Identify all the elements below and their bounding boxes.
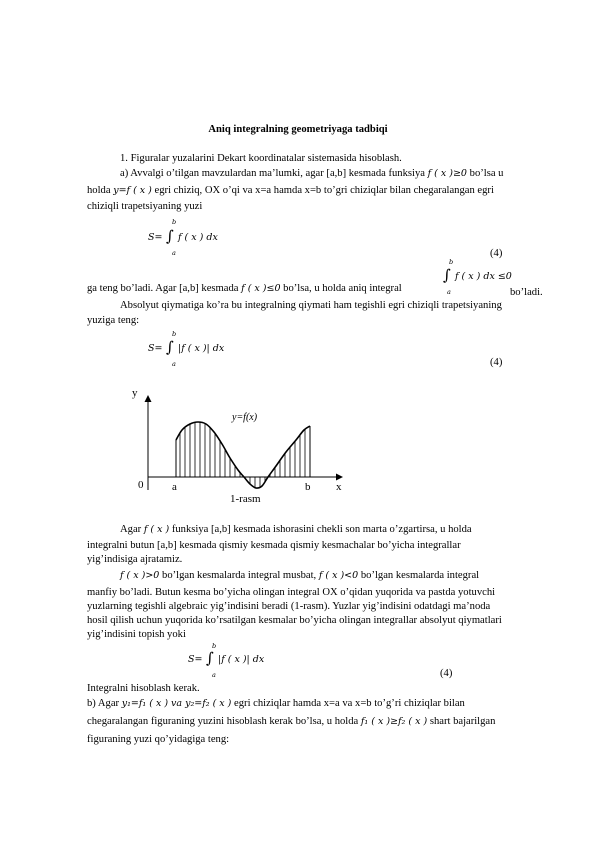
integral-sign: ∫ — [166, 227, 174, 245]
para-b-line2 — [87, 715, 509, 729]
integral-sign: ∫ — [206, 649, 214, 667]
lhs: S= — [148, 343, 163, 354]
upper-limit: b — [172, 330, 177, 338]
equation-number: (4) — [490, 248, 503, 259]
para-agar-line1 — [120, 523, 509, 537]
equation-1 — [148, 218, 248, 262]
formula-inline: y₁=f₁ ( x ) va y₂=f₂ ( x ) — [121, 698, 232, 709]
formula-inline: f ( x )≥0 — [427, 168, 467, 179]
para-b-line1 — [87, 697, 509, 711]
para-absolyut-line1: Absolyut qiymatiga ko’ra bu integralning qiymati ham tegishli egri chiziqli trapetsiyaning — [120, 300, 502, 311]
upper-limit: b — [172, 218, 177, 226]
lower-limit: a — [212, 671, 216, 679]
text-run: bo’ladi. — [510, 287, 543, 298]
figure-integral-graph — [110, 378, 370, 513]
text-run: b) Agar — [87, 698, 120, 709]
para-agar-line2: integralni butun [a,b] kesmada qismiy kesmada qismiy kesmachalar bo’yicha integrallar — [87, 540, 461, 551]
formula-inline: f ( x )<0 — [318, 570, 359, 581]
lhs: S= — [188, 654, 203, 665]
x-axis-label: x — [336, 481, 342, 493]
para-fx-line4: hosil qilish uchun yuqorida ko’rsatilgan kesmalar bo’yicha olingan integrallar absolyut qiymatlari — [87, 615, 502, 626]
b-label: b — [305, 481, 311, 493]
formula-inline: y=f ( x ) — [113, 185, 152, 196]
para-fx-line5: yig’indisini topish yoki — [87, 629, 186, 640]
origin-label: 0 — [138, 479, 144, 491]
text-run: Agar — [120, 524, 142, 535]
lhs: S= — [148, 232, 163, 243]
integrand: |f ( x )| dx — [218, 654, 265, 665]
a-label: a — [172, 481, 177, 493]
formula-inline: f ( x )≤0 — [241, 283, 281, 294]
para-b-line3: figuraning yuzi qo’yidagiga teng: — [87, 734, 230, 745]
upper-limit: b — [212, 642, 217, 650]
page-title: Aniq integralning geometriyaga tadbiqi — [208, 124, 388, 135]
formula-inline: f ( x ) — [143, 524, 170, 535]
para-line-ga-teng — [87, 282, 402, 296]
equation-3 — [188, 642, 298, 686]
text-run: bo’lgan kesmalarda integral — [360, 570, 480, 581]
integrand: |f ( x )| dx — [178, 343, 225, 354]
area-hatching — [180, 423, 305, 488]
para-agar-line3: yig’indisiga ajratamiz. — [87, 554, 183, 565]
para-fx-line1 — [120, 569, 509, 583]
text-run: chegaralangan figuraning yuzini hisoblash kerak bo’lsa, u holda — [87, 716, 359, 727]
text-run: ga teng bo’ladi. Agar [a,b] kesmada — [87, 283, 239, 294]
para-a-line1 — [120, 167, 503, 181]
para-fx-line2: manfiy bo’ladi. Butun kesma bo’yicha olingan integral OX o’qidan yuqorida va pastda yotuvchi — [87, 587, 496, 598]
formula-inline: f ( x )>0 — [120, 570, 160, 581]
integrand: f ( x ) dx ≤0 — [455, 271, 512, 282]
lower-limit: a — [172, 360, 176, 368]
figure-caption: 1-rasm — [230, 493, 261, 505]
text-run: funksiya [a,b] kesmada ishorasini chekli son marta o’zgartirsa, u holda — [171, 524, 472, 535]
section-heading: 1. Figuralar yuzalarini Dekart koordinatalar sistemasida hisoblash. — [120, 153, 402, 164]
para-fx-line3: yuzlarning tegishli algebraic yig’indisini beradi (1-rasm). Yuzlar yig’indisini odatdagi ma’noda — [87, 601, 491, 612]
para-a-line2 — [87, 184, 509, 198]
integrand: f ( x ) dx — [178, 232, 218, 243]
formula-inline: f₁ ( x )≥f₂ ( x ) — [360, 716, 428, 727]
text-run: shart bajarilgan — [429, 716, 496, 727]
para-a-line3: chiziqli trapetsiyaning yuzi — [87, 201, 203, 212]
equation-number: (4) — [440, 668, 453, 679]
text-run: holda — [87, 185, 111, 196]
text-run: bo’lgan kesmalarda integral musbat, — [162, 570, 317, 581]
integral-sign: ∫ — [166, 338, 174, 356]
text-run: bo’lsa, u holda aniq integral — [283, 283, 402, 294]
text-run: a) Avvalgi o’tilgan mavzulardan ma’lumki, agar [a,b] kesmada funksiya — [120, 168, 425, 179]
y-axis-label: y — [132, 387, 138, 399]
integral-sign: ∫ — [443, 266, 451, 284]
text-run: egri chiziqlar hamda x=a va x=b to’g’ri chiziqlar bilan — [234, 698, 465, 709]
curve-label: y=f(x) — [232, 412, 258, 423]
lower-limit: a — [172, 249, 176, 257]
para-absolyut-line2: yuziga teng: — [87, 315, 140, 326]
text-run: egri chiziq, OX o’qi va x=a hamda x=b to’gri chiziqlar bilan chegaralangan egri — [154, 185, 494, 196]
upper-limit: b — [449, 258, 454, 266]
text-run: bo’lsa u — [469, 168, 504, 179]
lower-limit: a — [447, 288, 451, 296]
equation-number: (4) — [490, 357, 503, 368]
equation-2 — [148, 330, 258, 374]
para-integralni: Integralni hisoblash kerak. — [87, 683, 200, 694]
